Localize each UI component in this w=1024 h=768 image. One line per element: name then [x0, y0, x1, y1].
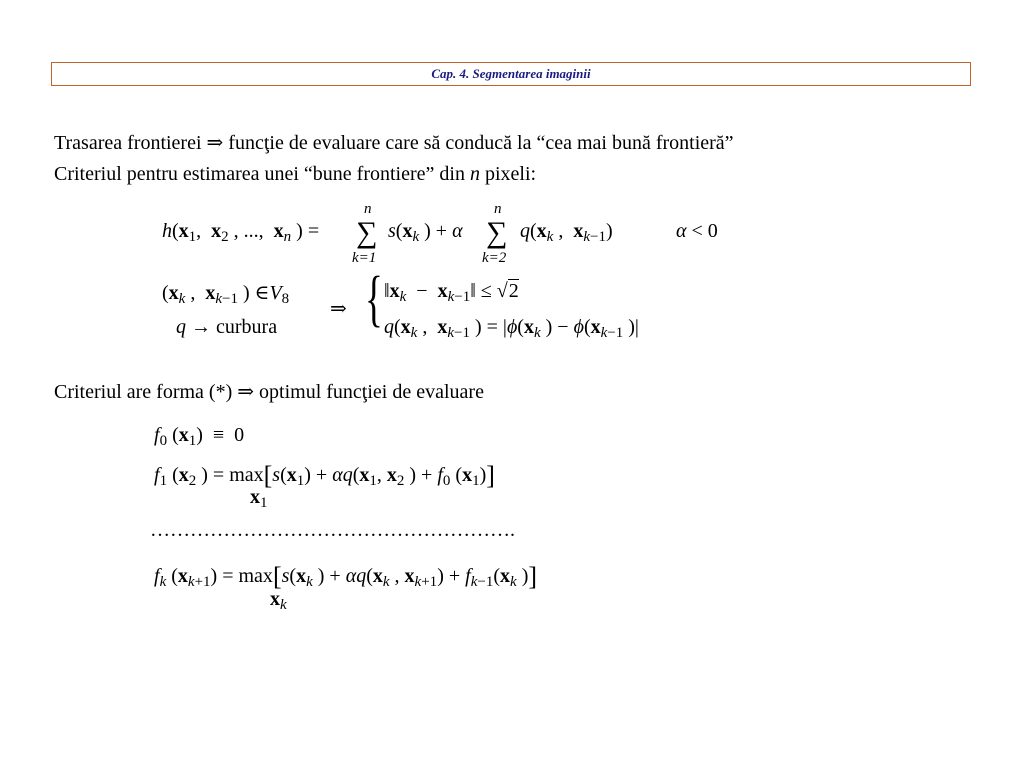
ellipsis-row: ………………………………………………. [150, 519, 515, 541]
chapter-title: Cap. 4. Segmentarea imaginii [431, 66, 591, 81]
paragraph-line-1: Trasarea frontierei ⇒ funcţie de evaluare care să conducă la “cea mai bună frontieră” [54, 132, 734, 154]
paragraph-line-3: Criteriul are forma (*) ⇒ optimul funcţiei de evaluare [54, 381, 484, 403]
paragraph-line-2: Criteriul pentru estimarea unei “bune frontiere” din n pixeli: [54, 163, 537, 185]
implies-symbol: ⇒ [206, 132, 224, 154]
page-header [51, 62, 971, 86]
